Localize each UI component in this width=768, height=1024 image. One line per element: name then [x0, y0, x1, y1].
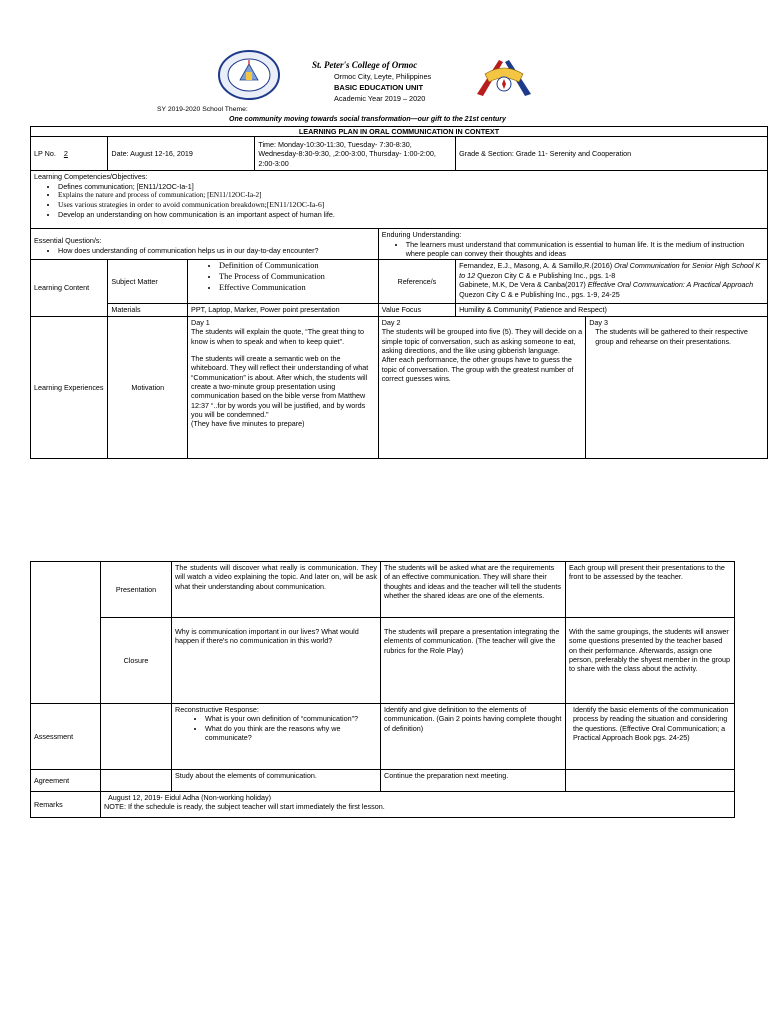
- essential-question-cell: [31, 229, 379, 260]
- competency-item: • Defines communication; [EN11/12OC-Ia-1]: [58, 182, 764, 191]
- value-focus-label: Value Focus: [378, 304, 455, 316]
- remarks-holiday: August 12, 2019- Eidul Adha (Non-working holiday): [108, 793, 272, 802]
- academic-year: Academic Year 2019 – 2020: [334, 94, 426, 103]
- learning-plan-table-continued: [30, 561, 735, 818]
- agreement-label: Agreement: [31, 770, 101, 792]
- experiences-continued-cell: [31, 562, 101, 704]
- remarks-note: NOTE: If the schedule is ready, the subject teacher will start immediately the first lesson.: [104, 802, 385, 812]
- competencies-list: [34, 182, 764, 220]
- enduring-cell: [378, 229, 767, 260]
- essential-question: • How does understanding of communication helps us in our day-to-day encounter?: [58, 246, 375, 255]
- time-cell: Time: Monday-10:30-11:30, Tuesday- 7:30-8:30, Wednesday-8:30-9:30, ,2:00-3:00, Thursday- 1:00-2:00, 2:00-3:00: [255, 137, 456, 171]
- assessment-spacer: [101, 704, 172, 770]
- agreement-day3: [566, 770, 735, 792]
- closure-day3: [566, 618, 735, 704]
- date-cell: Date: August 12-16, 2019: [108, 137, 255, 171]
- subject-item: • Definition of Communication: [219, 261, 375, 272]
- day3-label: Day 3: [589, 317, 608, 327]
- closure-label: Closure: [101, 618, 172, 704]
- closure-day3-text: With the same groupings, the students will answer some questions presented by the teacher based on their performance. Afterwards, assign one person, preferably the shyest member in the group to share with the class about the activity.: [569, 627, 731, 674]
- assessment-label: Assessment: [31, 704, 101, 770]
- enduring-text: • The learners must understand that communication is essential to human life. It is the medium of instruction where people can convey their thoughts and ideas: [406, 240, 764, 259]
- reference-publisher-2: Quezon City C & e Publishing Inc., pgs. 1-9, 24-25: [459, 289, 620, 299]
- competencies-cell: [31, 171, 768, 229]
- presentation-label: Presentation: [101, 562, 172, 618]
- school-seal: [218, 50, 280, 100]
- learning-plan-table: [30, 126, 768, 459]
- competency-item: • Develop an understanding on how communication is an important aspect of human life.: [58, 210, 764, 219]
- agreement-day2: Continue the preparation next meeting.: [381, 770, 566, 792]
- day2-text: The students will be grouped into five (5). They will decide on a simple topic of conversation, such as asking someone to eat, asking directions, and the like using gibberish language.: [381, 327, 583, 355]
- presentation-day2: The students will be asked what are the requirements of an effective communication. They will share their thoughts and ideas and the teacher will tell the students whether the shared ideas are one of the elements.: [381, 562, 566, 618]
- closure-day1: [172, 618, 381, 704]
- day1-cell: [188, 316, 379, 458]
- lp-label: LP No.: [34, 149, 56, 159]
- plan-title: LEARNING PLAN IN ORAL COMMUNICATION IN CONTEXT: [31, 127, 768, 137]
- assessment-title: Reconstructive Response:: [175, 705, 259, 714]
- unit-title: BASIC EDUCATION UNIT: [334, 83, 424, 92]
- learning-experiences-label: Learning Experiences: [31, 316, 108, 458]
- day2-cell: [378, 316, 586, 458]
- motivation-label: Motivation: [108, 316, 188, 458]
- enduring-label: Enduring Understanding:: [381, 230, 462, 240]
- reference-title-2: Effective Oral Communication: A Practical Approach: [587, 280, 754, 290]
- closure-day1-text: Why is communication important in our lives? What would happen if there's no communication in this world?: [175, 627, 359, 646]
- agreement-spacer: [101, 770, 172, 792]
- materials-label: Materials: [108, 304, 188, 316]
- day3-cell: [586, 316, 768, 458]
- subject-matter-cell: [188, 260, 379, 304]
- assessment-day2: Identify and give definition to the elements of communication. (Gain 2 points having complete thought of definition): [381, 704, 566, 770]
- value-focus-value: Humility & Community( Patience and Respect): [456, 304, 768, 316]
- subject-item: • The Process of Communication: [219, 272, 375, 283]
- reference-title-1: Oral Communication for Senior High School K to 12: [459, 261, 761, 280]
- assessment-day3: [566, 704, 735, 770]
- remarks-label: Remarks: [31, 792, 101, 818]
- lp-number-cell: [31, 137, 108, 171]
- agreement-day1: Study about the elements of communication.: [172, 770, 381, 792]
- day2-label: Day 2: [381, 317, 401, 327]
- competency-item: • Uses various strategies in order to avoid communication breakdown;[EN11/12OC-Ia-6]: [58, 200, 764, 210]
- subject-matter-label: Subject Matter: [108, 260, 188, 304]
- reference-cell: [456, 260, 768, 304]
- learning-content-label: Learning Content: [31, 260, 108, 316]
- theme-label: SY 2019-2020 School Theme:: [157, 106, 248, 113]
- reference-author-1: Fernandez, E.J., Masong, A. & Samillo,R.(2016): [459, 261, 615, 271]
- presentation-day1: The students will discover what really is communication. They will watch a video explaining the topic. And later on, will be ask what their understanding about communication.: [172, 562, 381, 618]
- competencies-label: Learning Competencies/Objectives:: [34, 172, 148, 182]
- school-address: Ormoc City, Leyte, Philippines: [334, 72, 432, 81]
- assessment-question: • What do you think are the reasons why we communicate?: [205, 724, 377, 743]
- lp-value: 2: [63, 149, 68, 159]
- reference-label: Reference/s: [378, 260, 455, 304]
- assessment-day1: [172, 704, 381, 770]
- day1-text: The students will explain the quote, “The great thing to know is when to speak and when to keep quiet”.: [191, 327, 365, 346]
- essential-label: Essential Question/s:: [34, 236, 102, 246]
- day3-text: The students will be gathered to their respective group and rehearse on their presentations.: [595, 327, 748, 346]
- assessment-question: • What is your own definition of “communication”?: [205, 714, 377, 723]
- day1-text: The students will create a semantic web on the whiteboard. They will reflect their understanding of what “Communication” is about. After which, the students will create a two-minute group presentation using communication based on the bible verse from Matthew 12:37 “..for by words you will be justified, and by words you will be condemned.”: [191, 353, 369, 420]
- day2-text: After each performance, the other groups have to guess the topic of conversation. The group with the greatest number of correct guesses wins.: [381, 355, 574, 383]
- school-name: St. Peter's College of Ormoc: [312, 60, 418, 70]
- closure-day2: [381, 618, 566, 704]
- day1-text: (They have five minutes to prepare): [191, 419, 305, 429]
- grade-section-cell: Grade & Section: Grade 11- Serenity and Cooperation: [456, 137, 768, 171]
- reference-publisher-1: Quezon City C & e Publishing Inc., pgs. 1-8: [477, 270, 616, 280]
- materials-value: PPT, Laptop, Marker, Power point presentation: [188, 304, 379, 316]
- school-theme: One community moving towards social transformation—our gift to the 21st century: [229, 116, 506, 123]
- presentation-day3: Each group will present their presentations to the front to be assessed by the teacher.: [566, 562, 735, 618]
- subject-item: • Effective Communication: [219, 283, 375, 294]
- flags-emblem: [471, 54, 537, 100]
- closure-day2-text: The students will prepare a presentation integrating the elements of communication. (The teacher will give the rubrics for the Role Play): [384, 627, 560, 655]
- reference-author-2: Gabinete, M.K, De Vera & Canba(2017): [459, 280, 588, 290]
- day1-label: Day 1: [191, 317, 210, 327]
- remarks-cell: [101, 792, 735, 818]
- assessment-day3-text: Identify the basic elements of the communication process by reading the situation and considering the questions. (Effective Oral Communication; a Practical Approach Book pgs. 24-25): [573, 705, 729, 743]
- competency-item: • Explains the nature and process of communication; [EN11/12OC-Ia-2]: [58, 191, 764, 200]
